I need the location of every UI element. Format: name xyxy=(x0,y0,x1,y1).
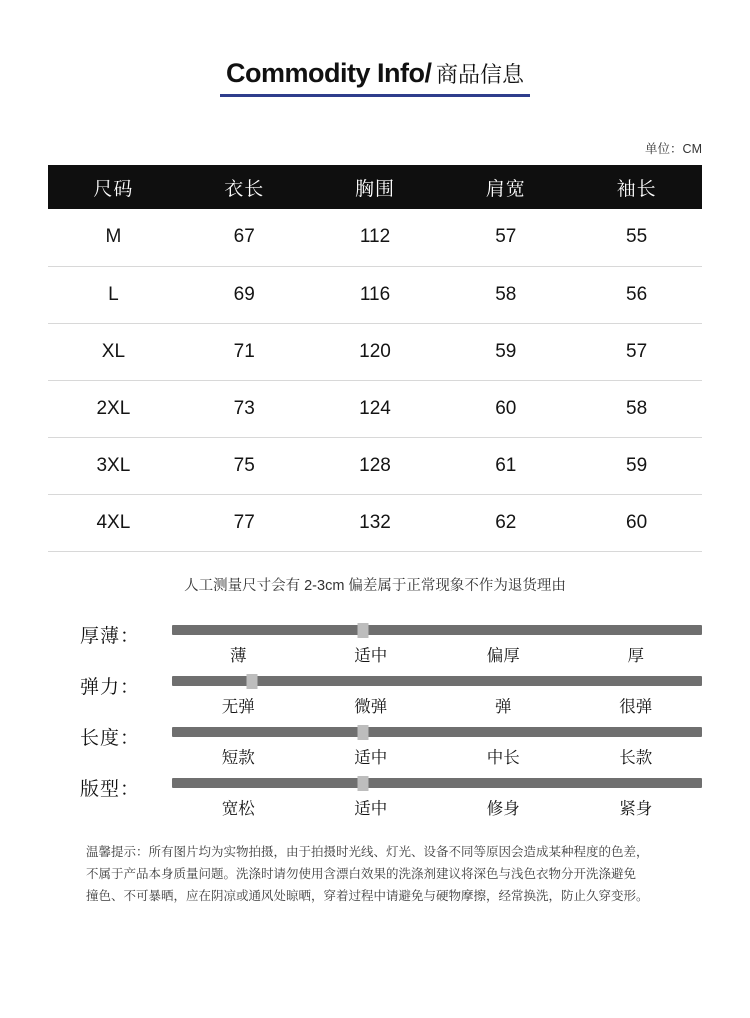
slider-tick-label: 适中 xyxy=(354,799,388,818)
slider-length xyxy=(80,727,702,768)
size-table xyxy=(48,165,702,552)
slider-label: 厚薄： xyxy=(80,625,141,647)
table-cell: M xyxy=(48,209,179,266)
table-cell: 4XL xyxy=(48,494,179,551)
care-tips-line: 撞色、不可暴晒，应在阴凉或通风处晾晒，穿着过程中请避免与硬物摩擦，经常换洗，防止久穿变形。 xyxy=(86,888,649,903)
table-cell: 120 xyxy=(310,323,441,380)
table-row xyxy=(48,494,702,551)
table-cell: 128 xyxy=(310,437,441,494)
slider-body xyxy=(172,676,702,717)
table-cell: 124 xyxy=(310,380,441,437)
table-cell: 59 xyxy=(440,323,571,380)
table-cell: 75 xyxy=(179,437,310,494)
care-tips-line: 温馨提示：所有图片均为实物拍摄，由于拍摄时光线、灯光、设备不同等原因会造成某种程度的色差， xyxy=(86,844,649,859)
table-cell: 62 xyxy=(440,494,571,551)
page-title-area xyxy=(0,0,750,97)
slider-knob[interactable] xyxy=(357,776,368,791)
slider-tick-label: 弹 xyxy=(495,697,512,716)
table-cell: 60 xyxy=(440,380,571,437)
table-header-cell: 尺码 xyxy=(48,165,179,209)
title-underline xyxy=(220,94,530,97)
table-cell: XL xyxy=(48,323,179,380)
table-cell: 56 xyxy=(571,266,702,323)
table-cell: 77 xyxy=(179,494,310,551)
slider-track[interactable] xyxy=(172,625,702,635)
table-cell: 59 xyxy=(571,437,702,494)
page-title-en: Commodity Info xyxy=(225,58,425,88)
slider-knob[interactable] xyxy=(246,674,257,689)
slider-tick-label: 适中 xyxy=(354,748,388,767)
table-row xyxy=(48,209,702,266)
table-cell: 3XL xyxy=(48,437,179,494)
table-header-cell: 衣长 xyxy=(179,165,310,209)
care-tips-line: 不属于产品本身质量问题。洗涤时请勿使用含漂白效果的洗涤剂建议将深色与浅色衣物分开洗涤避免 xyxy=(86,866,637,881)
measurement-note: 人工测量尺寸会有 2-3cm 偏差属于正常现象不作为退货理由 xyxy=(184,577,566,594)
table-cell: 73 xyxy=(179,380,310,437)
table-cell: 116 xyxy=(310,266,441,323)
slider-tick-label: 适中 xyxy=(354,646,388,665)
slider-fit xyxy=(80,778,702,819)
slider-tick-label: 宽松 xyxy=(221,799,255,818)
table-cell: 2XL xyxy=(48,380,179,437)
slider-track[interactable] xyxy=(172,727,702,737)
unit-note: 单位：CM xyxy=(645,142,702,156)
slider-track[interactable] xyxy=(172,778,702,788)
slider-tick-label: 修身 xyxy=(486,799,520,818)
slider-tick-label: 中长 xyxy=(486,748,520,767)
table-cell: 57 xyxy=(440,209,571,266)
table-cell: L xyxy=(48,266,179,323)
slider-body xyxy=(172,727,702,768)
slider-tick-label: 长款 xyxy=(619,748,653,767)
slider-label: 版型： xyxy=(80,778,141,800)
slider-tick-label: 薄 xyxy=(230,646,247,665)
table-cell: 57 xyxy=(571,323,702,380)
slider-tick-label: 短款 xyxy=(221,748,255,767)
table-cell: 60 xyxy=(571,494,702,551)
page-title-separator: / xyxy=(424,58,432,88)
slider-thickness xyxy=(80,625,702,666)
table-cell: 61 xyxy=(440,437,571,494)
page-title-cn: 商品信息 xyxy=(435,62,524,87)
slider-body xyxy=(172,625,702,666)
table-header-row xyxy=(48,165,702,209)
slider-tick-label: 厚 xyxy=(627,646,644,665)
table-row xyxy=(48,266,702,323)
slider-label: 弹力： xyxy=(80,676,141,698)
slider-tick-label: 偏厚 xyxy=(486,646,520,665)
slider-tick-label: 微弹 xyxy=(354,697,388,716)
table-cell: 71 xyxy=(179,323,310,380)
slider-body xyxy=(172,778,702,819)
table-row xyxy=(48,323,702,380)
page-title xyxy=(220,58,530,97)
slider-ticks xyxy=(172,744,702,768)
table-cell: 58 xyxy=(571,380,702,437)
care-tips xyxy=(0,841,750,907)
slider-ticks xyxy=(172,795,702,819)
slider-ticks xyxy=(172,693,702,717)
table-header-cell: 肩宽 xyxy=(440,165,571,209)
table-cell: 69 xyxy=(179,266,310,323)
slider-track[interactable] xyxy=(172,676,702,686)
table-header-cell: 袖长 xyxy=(571,165,702,209)
slider-label: 长度： xyxy=(80,727,141,749)
table-cell: 55 xyxy=(571,209,702,266)
attribute-sliders xyxy=(0,625,750,819)
table-cell: 67 xyxy=(179,209,310,266)
slider-knob[interactable] xyxy=(357,623,368,638)
table-row xyxy=(48,437,702,494)
table-cell: 132 xyxy=(310,494,441,551)
table-row xyxy=(48,380,702,437)
slider-tick-label: 无弹 xyxy=(221,697,255,716)
table-cell: 58 xyxy=(440,266,571,323)
slider-tick-label: 紧身 xyxy=(619,799,653,818)
table-header-cell: 胸围 xyxy=(310,165,441,209)
slider-elasticity xyxy=(80,676,702,717)
slider-knob[interactable] xyxy=(357,725,368,740)
size-table-wrap xyxy=(0,165,750,552)
slider-ticks xyxy=(172,642,702,666)
table-cell: 112 xyxy=(310,209,441,266)
slider-tick-label: 很弹 xyxy=(619,697,653,716)
